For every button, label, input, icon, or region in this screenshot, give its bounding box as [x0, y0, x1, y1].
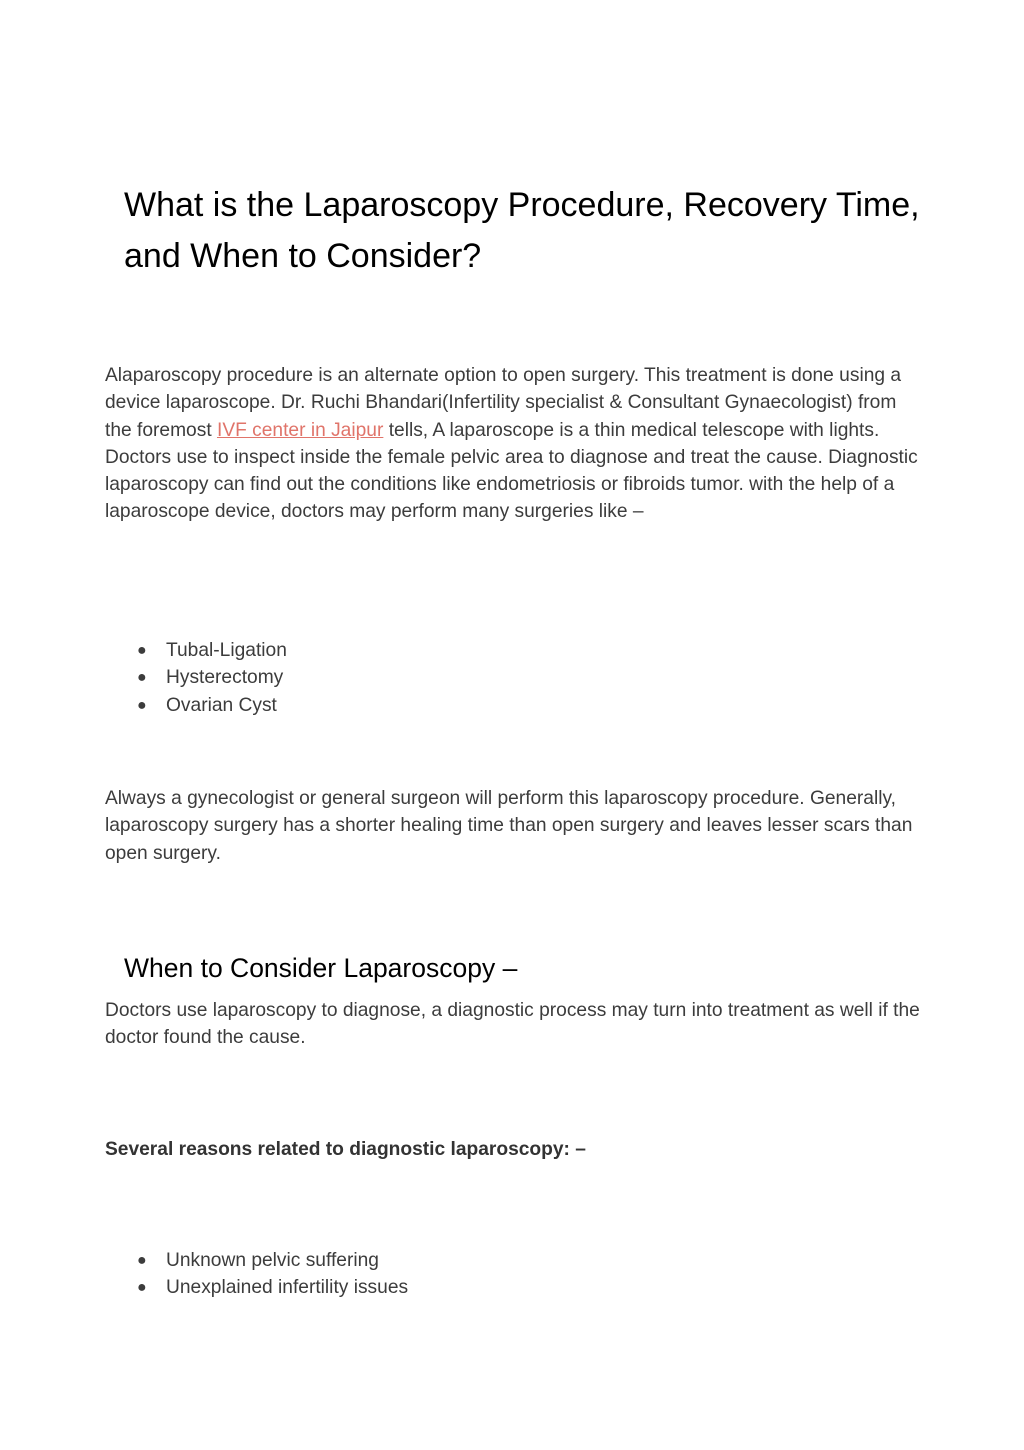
list-item-label: Hysterectomy [166, 667, 284, 689]
intro-text-before-link: Alaparoscopy procedure is an alternate option to open surgery. This treatment is done using a device laparoscope. Dr. Ruchi Bhandari(Infertility specialist & Consultant Gynaecologist) from the foremost [105, 365, 902, 441]
list-item-label: Tubal-Ligation [166, 640, 287, 661]
list-item [105, 1247, 408, 1274]
intro-paragraph [105, 362, 920, 526]
diagnose-paragraph: Doctors use laparoscopy to diagnose, a diagnostic process may turn into treatment as well if the doctor found the cause. [105, 1000, 920, 1049]
list-item [105, 637, 287, 664]
surgeries-list [105, 637, 287, 719]
bullet-icon: ● [137, 642, 147, 659]
ivf-center-link[interactable]: IVF center in Jaipur [216, 419, 384, 441]
bullet-icon: ● [137, 669, 147, 687]
list-item [105, 664, 287, 691]
list-item-label: Unexplained infertility issues [166, 1277, 409, 1299]
bullet-icon: ● [137, 1252, 147, 1269]
bullet-icon: ● [137, 1279, 147, 1297]
reasons-heading: Several reasons related to diagnostic laparoscopy: – [105, 1139, 586, 1160]
intro-text-after-link: tells, A laparoscope is a thin medical telescope with lights. Doctors use to inspect inside the female pelvic area to diagnose and treat the cause. Diagnostic laparoscopy can find out the conditions like endometriosis or fibroids tumor. with the help of a laparoscope device, doctors may perform many surgeries like – [105, 419, 918, 523]
list-item [105, 692, 287, 719]
list-item-label: Unknown pelvic suffering [166, 1250, 379, 1271]
bullet-icon: ● [137, 696, 147, 714]
page-title: What is the Laparoscopy Procedure, Recovery Time, and When to Consider? [124, 186, 920, 275]
section-heading: When to Consider Laparoscopy – [124, 953, 518, 983]
list-item [105, 1274, 408, 1301]
reasons-list [105, 1247, 408, 1302]
list-item-label: Ovarian Cyst [166, 694, 277, 716]
healing-paragraph: Always a gynecologist or general surgeon will perform this laparoscopy procedure. Generally, laparoscopy surgery has a shorter healing time than open surgery and leaves lesser scars than open surgery. [105, 788, 913, 864]
